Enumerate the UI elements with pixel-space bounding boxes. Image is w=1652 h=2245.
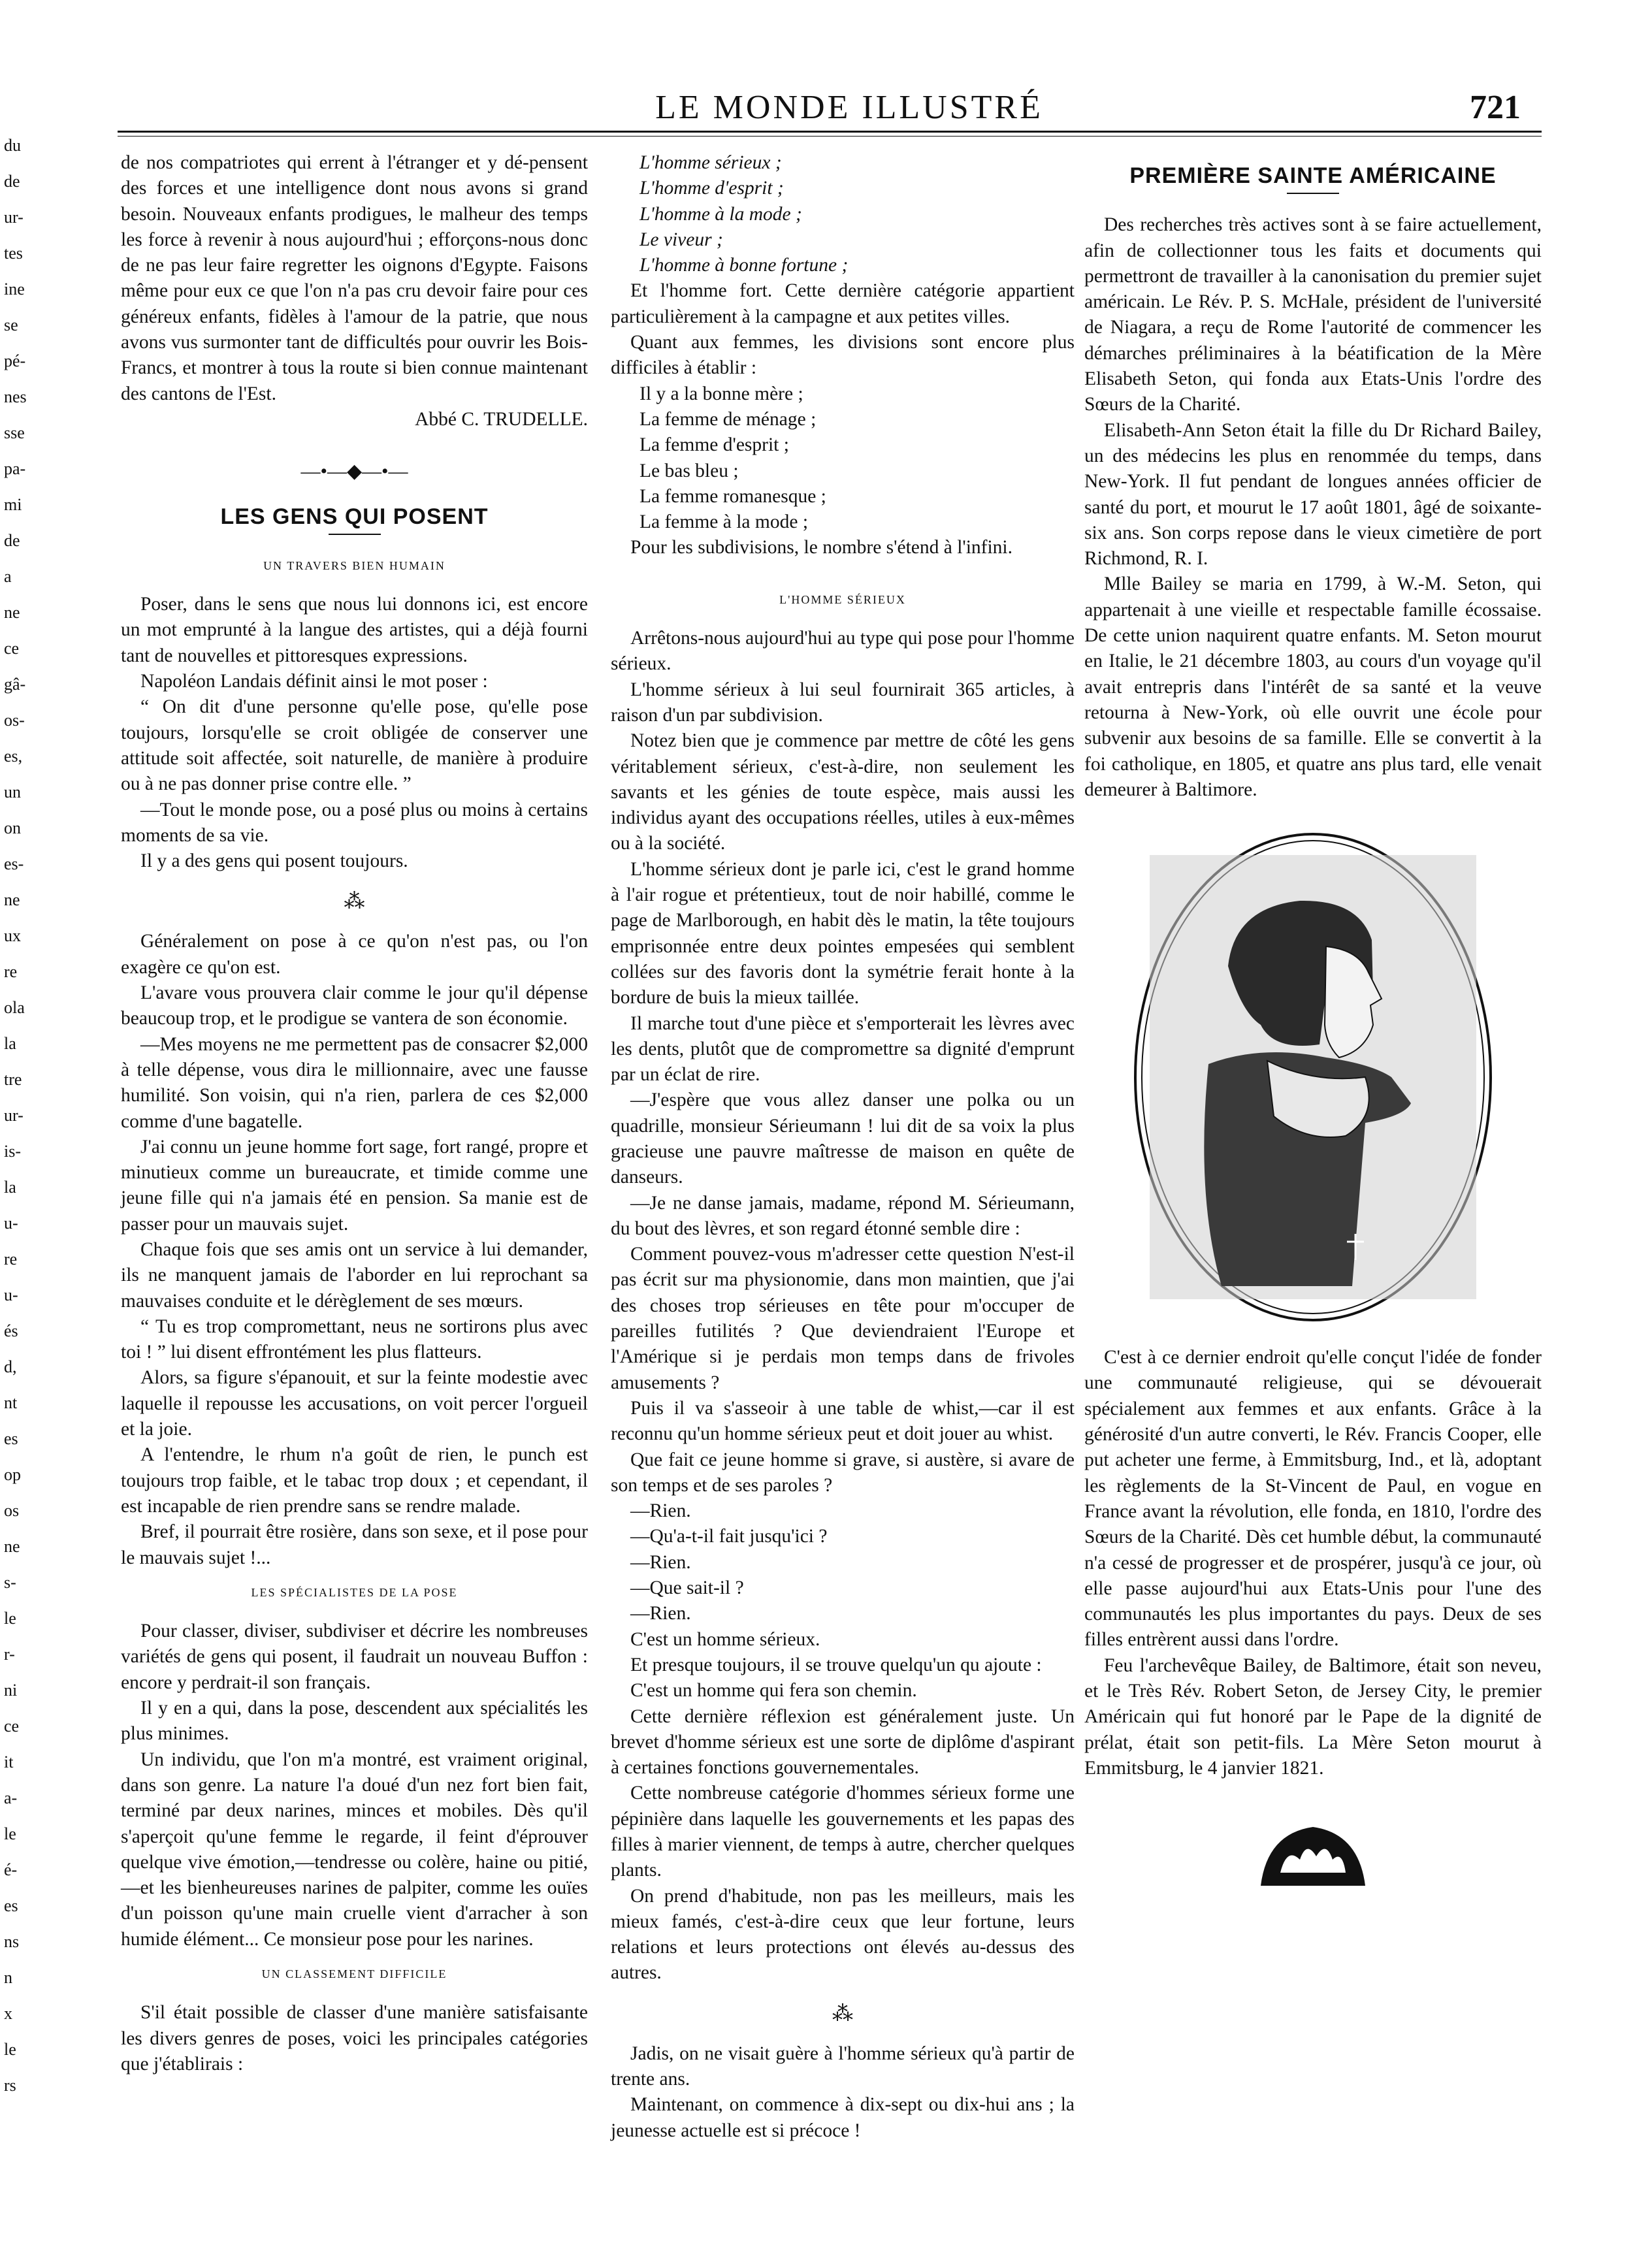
- gutter-fragment: op: [4, 1465, 21, 1484]
- paragraph: —Tout le monde pose, ou a posé plus ou moins à certains moments de sa vie.: [121, 799, 588, 846]
- gutter-fragment: du: [4, 136, 21, 155]
- paragraph: La femme d'esprit ;: [640, 434, 789, 456]
- paragraph: La femme romanesque ;: [640, 485, 826, 507]
- gutter-fragment: x: [4, 2004, 12, 2023]
- paragraph: Des recherches très actives sont à se faire actuellement, afin de collectionner tous les faits et documents qui permettront de travailler à la canonisation du premier sujet américain. Le Rév. P. S. McHale, président de l'université de Niagara, a reçu de Rome l'autorité de commencer les démarches préliminaires à la béatification de la Mère Elisabeth Seton, qui fonda aux Etats-Unis l'ordre des Sœurs de la Charité.: [1084, 214, 1542, 415]
- paragraph: —Rien.: [630, 1603, 691, 1624]
- paragraph: Alors, sa figure s'épanouit, et sur la feinte modestie avec laquelle il repousse les accusations, on voit percer l'orgueil et la joie.: [121, 1367, 588, 1440]
- gutter-fragment: de: [4, 172, 20, 191]
- paragraph: Maintenant, on commence à dix-sept ou dix-hui ans ; la jeunesse actuelle est si précoce !: [611, 2094, 1075, 2141]
- paragraph: Il y a des gens qui posent toujours.: [140, 850, 408, 872]
- gutter-fragment: es: [4, 1896, 18, 1915]
- gutter-fragment: le: [4, 1824, 16, 1843]
- paragraph: C'est à ce dernier endroit qu'elle conçut l'idée de fonder une communauté religieuse, qui se dévouerait spécialement aux femmes et aux enfants. Grâce à la générosité d'un autre converti, le Rév. Francis Cooper, elle put acheter une ferme, à Emmitsburg, Ind., et là, adoptant les règlements de la St-Vincent de Paul, en vogue en France avant la révolution, elle fonda, en 1810, l'ordre des Sœurs de la Charité. Dès cet humble début, la communauté n'a cessé de progresser et de prospérer, jusqu'à ce jour, où elle passe aujourd'hui aux Etats-Unis pour l'une des communautés les plus importantes du pays. Deux de ses filles entrèrent aussi dans l'ordre.: [1084, 1347, 1542, 1651]
- gutter-fragment: ce: [4, 1717, 20, 1736]
- paragraph: Comment pouvez-vous m'adresser cette question N'est-il pas écrit sur ma physionomie, dans mon maintien, que j'ai des choses trop sérieuses en tête pour m'occuper de pareilles futilités ? Que deviendraient l'Europe et l'Amérique si je perdais mon temps dans de frivoles amusements ?: [611, 1244, 1075, 1393]
- paragraph: Pour les subdivisions, le nombre s'étend à l'infini.: [630, 537, 1013, 558]
- list-types-men: [611, 150, 1075, 278]
- gutter-fragment: le: [4, 2040, 16, 2059]
- paragraph: —Rien.: [630, 1500, 691, 1522]
- gutter-fragment: nes: [4, 387, 27, 406]
- column-1: [121, 150, 588, 2077]
- gutter-fragment: ne: [4, 1537, 20, 1556]
- gutter-fragment: it: [4, 1752, 14, 1771]
- gutter-fragment: d,: [4, 1357, 17, 1376]
- gutter-fragment: ne: [4, 603, 20, 622]
- paragraph: Il y a la bonne mère ;: [640, 383, 803, 404]
- gutter-fragment: nt: [4, 1393, 18, 1412]
- gutter-fragment: ce: [4, 639, 20, 658]
- gutter-fragment: és: [4, 1321, 18, 1340]
- gutter-fragment: u-: [4, 1214, 18, 1233]
- paragraph: On prend d'habitude, non pas les meilleurs, mais les mieux famés, c'est-à-dire ceux que leur fortune, leurs relations et leurs protections ont élevés au-dessus des autres.: [611, 1885, 1075, 1984]
- gutter-fragment: ni: [4, 1681, 18, 1700]
- gutter-fragment: pé-: [4, 351, 26, 370]
- gutter-fragment: rs: [4, 2076, 16, 2095]
- masthead-title: LE MONDE ILLUSTRÉ: [655, 89, 1043, 126]
- gutter-fragment: pa-: [4, 459, 26, 478]
- gutter-fragment: a: [4, 567, 12, 586]
- gutter-fragment: r-: [4, 1645, 15, 1664]
- paragraph-group: [611, 626, 1075, 1986]
- gutter-fragment: ola: [4, 998, 25, 1017]
- paragraph: A l'entendre, le rhum n'a goût de rien, le punch est toujours trop faible, et le tabac trop doux ; et cependant, il est incapable de rien prendre sans se rendre malade.: [121, 1444, 588, 1517]
- paragraph: Napoléon Landais définit ainsi le mot poser :: [140, 671, 488, 692]
- paragraph: Pour classer, diviser, subdiviser et décrire les nombreuses variétés de gens qui posent, il faudrait un nouveau Buffon : encore y perdrait-il son français.: [121, 1621, 588, 1693]
- paragraph-group-after: [1084, 1345, 1542, 1781]
- paragraph: Que fait ce jeune homme si grave, si austère, si avare de son temps et de ses paroles ?: [611, 1449, 1075, 1496]
- paragraph: L'homme à la mode ;: [640, 203, 802, 225]
- heading-rule: [1287, 193, 1339, 194]
- paragraph: “ On dit d'une personne qu'elle pose, qu'elle pose toujours, lorsqu'elle se croit obligée de conserver une attitude soit affectée, soit naturelle, de manière à produire ou à ne pas donner prise contre elle. ”: [121, 696, 588, 795]
- paragraph: L'homme sérieux à lui seul fournirait 365 articles, à raison d'un par subdivision.: [611, 679, 1075, 726]
- asterism: ⁂: [832, 2001, 853, 2025]
- gutter-fragment: re: [4, 962, 18, 981]
- gutter-fragment: le: [4, 1609, 16, 1628]
- paragraph: La femme à la mode ;: [640, 511, 809, 533]
- gutter-fragment: é-: [4, 1860, 18, 1879]
- signature: Abbé C. TRUDELLE.: [415, 408, 588, 430]
- gutter-fragment: es,: [4, 747, 23, 766]
- paragraph: Feu l'archevêque Bailey, de Baltimore, était son neveu, et le Très Rév. Robert Seton, de Jersey City, le premier Américain qui fut honoré par le Pape de la dignité de prélat, était son petit-fils. La Mère Seton mourut à Emmitsburg, le 4 janvier 1821.: [1084, 1655, 1542, 1779]
- paragraph: L'homme sérieux dont je parle ici, c'est le grand homme à l'air rogue et prétentieux, tout de noir habillé, comme le page de Marlborough, en habit dès le matin, la tête toujours emprisonnée entre deux pointes empesées qui semblent collées sur des favoris dont la symétrie ferait honte à la bordure de buis la mieux taillée.: [611, 858, 1075, 1009]
- article-subheading: UN TRAVERS BIEN HUMAIN: [263, 558, 445, 572]
- paragraph: Le bas bleu ;: [640, 460, 739, 481]
- gutter-fragment: la: [4, 1034, 16, 1053]
- article-heading: LES GENS QUI POSENT: [220, 504, 489, 529]
- paragraph: —J'espère que vous allez danser une polka ou un quadrille, monsieur Sérieumann ! lui dit de sa voix la plus gracieuse une pauvre maîtresse de maison en quête de danseurs.: [611, 1090, 1075, 1188]
- paragraph: “ Tu es trop compromettant, neus ne sortirons plus avec toi ! ” lui disent effrontément les plus flatteurs.: [121, 1316, 588, 1363]
- paragraph: Et l'homme fort. Cette dernière catégorie appartient particulièrement à la campagne et aux petites villes.: [611, 280, 1075, 327]
- paragraph: Elisabeth-Ann Seton était la fille du Dr Richard Bailey, un des médecins les plus en renommée du temps, dans New-York. Il fut pendant de longues années officier de santé du port, et mourut le 17 août 1801, âgé de soixante-six ans. Son corps repose dans le vieux cimetière de port Richmond, R. I.: [1084, 419, 1542, 570]
- gutter-fragment: es-: [4, 854, 24, 873]
- paragraph-group-a: [121, 592, 588, 874]
- paragraph: —Je ne danse jamais, madame, répond M. Sérieumann, du bout des lèvres, et son regard étonné semble dire :: [611, 1192, 1075, 1239]
- paragraph: La femme de ménage ;: [640, 408, 817, 430]
- gutter-fragment: es: [4, 1429, 18, 1448]
- tailpiece-ornament: [1254, 1820, 1372, 1892]
- gutter-fragment: se: [4, 315, 18, 334]
- paragraph-group-d: [121, 2000, 588, 2077]
- gutter-fragment: de: [4, 531, 20, 550]
- paragraph: Bref, il pourrait être rosière, dans son sexe, et il pose pour le mauvais sujet !...: [121, 1521, 588, 1568]
- paragraph: Poser, dans le sens que nous lui donnons ici, est encore un mot emprunté à la langue des artistes, qui a déjà fourni tant de nouvelles et pittoresques expressions.: [121, 594, 588, 666]
- gutter-fragment: ur-: [4, 208, 24, 227]
- ornament-divider: —•—◆—•—: [300, 460, 408, 483]
- gutter-fragment: tre: [4, 1070, 22, 1089]
- paragraph: L'avare vous prouvera clair comme le jour qu'il dépense beaucoup trop, et le prodigue se vantera de son économie.: [121, 982, 588, 1029]
- paragraph: Le viveur ;: [640, 229, 723, 250]
- gutter-fragment: gâ-: [4, 675, 26, 694]
- gutter-fragment: u-: [4, 1285, 18, 1304]
- paragraph-group-c: [121, 1619, 588, 1952]
- gutter-fragment: os-: [4, 711, 25, 730]
- paragraph: C'est un homme qui fera son chemin.: [630, 1680, 917, 1702]
- paragraph: —Rien.: [630, 1551, 691, 1573]
- gutter-fragment: sse: [4, 423, 25, 442]
- gutter-fragment: re: [4, 1250, 18, 1268]
- paragraph: Chaque fois que ses amis ont un service à lui demander, ils ne manquent jamais de l'aborder en lui reprochant sa mauvaises conduite et le dérèglement de ses mœurs.: [121, 1238, 588, 1312]
- portrait-illustration: [1130, 829, 1496, 1325]
- paragraph: J'ai connu un jeune homme fort sage, fort rangé, propre et minutieux comme un bureaucrate, et timide comme une jeune fille qui n'a jamais été en pension. Sa manie est de passer pour un mauvais sujet.: [121, 1136, 588, 1235]
- paragraph: Quant aux femmes, les divisions sont encore plus difficiles à établir :: [611, 332, 1075, 379]
- paragraph: Un individu, que l'on m'a montré, est vraiment original, dans son genre. La nature l'a doué d'un nez fort bien fait, terminé par deux narines, minces et mobiles. Dès qu'il s'aperçoit qu'une femme le regarde, il feint d'éprouver quelque vive émotion,—tendresse ou colère, haine ou pitié,—et les bienheureuses narines de palpiter, comme les ouïes d'un poisson qu'une main cruelle vient d'arracher à son humide élément... Ce monsieur pose pour les narines.: [121, 1749, 588, 1950]
- paragraph: Notez bien que je commence par mettre de côté les gens véritablement sérieux, c'est-à-dire, non seulement les savants et les génies de toute espèce, mais aussi les individus ayant des occupations réelles, utiles à eux-mêmes ou à la société.: [611, 730, 1075, 854]
- paragraph: L'homme sérieux ;: [640, 152, 782, 173]
- gutter-fragment: ne: [4, 890, 20, 909]
- section-subheading: L'HOMME SÉRIEUX: [779, 592, 906, 606]
- paragraph: Jadis, on ne visait guère à l'homme sérieux qu'à partir de trente ans.: [611, 2043, 1075, 2090]
- article-heading: PREMIÈRE SAINTE AMÉRICAINE: [1129, 163, 1497, 188]
- gutter-fragment: la: [4, 1178, 16, 1197]
- gutter-fragment: tes: [4, 244, 23, 263]
- section-subheading: UN CLASSEMENT DIFFICILE: [261, 1967, 447, 1980]
- gutter-fragment: un: [4, 783, 21, 801]
- paragraph: L'homme à bonne fortune ;: [640, 255, 849, 276]
- paragraph: Il marche tout d'une pièce et s'emporterait les lèvres avec les dents, plutôt que de compromettre sa dignité d'emprunt par un éclat de rire.: [611, 1012, 1075, 1086]
- section-subheading: LES SPÉCIALISTES DE LA POSE: [251, 1585, 458, 1599]
- page-number: 721: [1470, 89, 1521, 126]
- gutter-fragment: a-: [4, 1788, 18, 1807]
- column-2: [611, 150, 1075, 2144]
- header-rule-thin: [118, 136, 1542, 137]
- paragraph: Il y en a qui, dans la pose, descendent aux spécialités les plus minimes.: [121, 1698, 588, 1745]
- paragraph-group-b: [121, 929, 588, 1570]
- paragraph: Généralement on pose à ce qu'on n'est pas, ou l'on exagère ce qu'on est.: [121, 931, 588, 978]
- gutter-fragment: mi: [4, 495, 22, 514]
- paragraph: Puis il va s'asseoir à une table de whist,—car il est reconnu qu'un homme sérieux peut et doit jouer au whist.: [611, 1397, 1075, 1445]
- gutter-fragment: ux: [4, 926, 21, 945]
- paragraph: Cette dernière réflexion est généralement juste. Un brevet d'homme sérieux est une sorte de diplôme d'aspirant à certaines fonctions gouvernementales.: [611, 1705, 1075, 1779]
- list-types-women: [611, 381, 1075, 536]
- intro-paragraph: de nos compatriotes qui errent à l'étranger et y dé-pensent des forces et une intelligence dont nous avons si grand besoin. Nouveaux enfants prodigues, le malheur des temps les force à revenir à nous aujourd'hui ; efforçons-nous donc de ne pas leur faire regretter les oignons d'Egypte. Faisons même pour eux ce que l'on n'a pas cru devoir faire pour ces généreux enfants, fidèles à l'amour de la patrie, que nous avons vus surmonter tant de difficultés pour ouvrir les Bois-Francs, et montrer à tous la route si bien connue maintenant des cantons de l'Est.: [121, 152, 588, 404]
- gutter-fragment: os: [4, 1501, 20, 1520]
- gutter-fragment: ns: [4, 1932, 20, 1951]
- paragraph: L'homme d'esprit ;: [640, 178, 784, 199]
- paragraph: C'est un homme sérieux.: [630, 1628, 820, 1650]
- gutter-fragment: is-: [4, 1142, 21, 1161]
- paragraph: Arrêtons-nous aujourd'hui au type qui pose pour l'homme sérieux.: [611, 628, 1075, 675]
- paragraph: —Mes moyens ne me permettent pas de consacrer $2,000 à telle dépense, vous dira le millionnaire, avec une fausse humilité. Son voisin, qui n'a rien, parlera de ces $2,000 comme d'une bagatelle.: [121, 1033, 588, 1132]
- asterism: ⁂: [344, 889, 365, 913]
- paragraph: S'il était possible de classer d'une manière satisfaisante les divers genres de poses, voici les principales catégories que j'établirais :: [121, 2002, 588, 2075]
- gutter-fragment: ur-: [4, 1106, 24, 1125]
- paragraph-group: [1084, 212, 1542, 803]
- gutter-fragment: on: [4, 818, 21, 837]
- paragraph: —Que sait-il ?: [630, 1577, 744, 1599]
- gutter-fragment: n: [4, 1968, 12, 1987]
- paragraph: Mlle Bailey se maria en 1799, à W.-M. Seton, qui appartenait à une vieille et respectable famille écossaise. De cette union naquirent quatre enfants. M. Seton mourut en Italie, le 21 décembre 1803, au cours d'un voyage qu'il avait entrepris dans l'intérêt de sa santé et la veuve retourna à New-York, où elle ouvrit une école pour subvenir aux besoins de sa famille. Elle se convertit à la foi catholique, en 1805, et quatre ans plus tard, elle venait demeurer à Baltimore.: [1084, 573, 1542, 800]
- heading-rule: [329, 534, 381, 535]
- paragraph: Et presque toujours, il se trouve quelqu'un qu ajoute :: [630, 1654, 1042, 1675]
- paragraph: —Qu'a-t-il fait jusqu'ici ?: [630, 1526, 828, 1547]
- column-3: [1084, 150, 1542, 1892]
- header-rule: [118, 131, 1542, 133]
- gutter-fragment: s-: [4, 1573, 16, 1592]
- gutter-fragment: ine: [4, 280, 25, 299]
- paragraph: Cette nombreuse catégorie d'hommes sérieux forme une pépinière dans laquelle les gouvernements et les papas des filles à marier viennent, de temps à autre, chercher quelques plants.: [611, 1783, 1075, 1881]
- paragraph-group-end: [611, 2041, 1075, 2144]
